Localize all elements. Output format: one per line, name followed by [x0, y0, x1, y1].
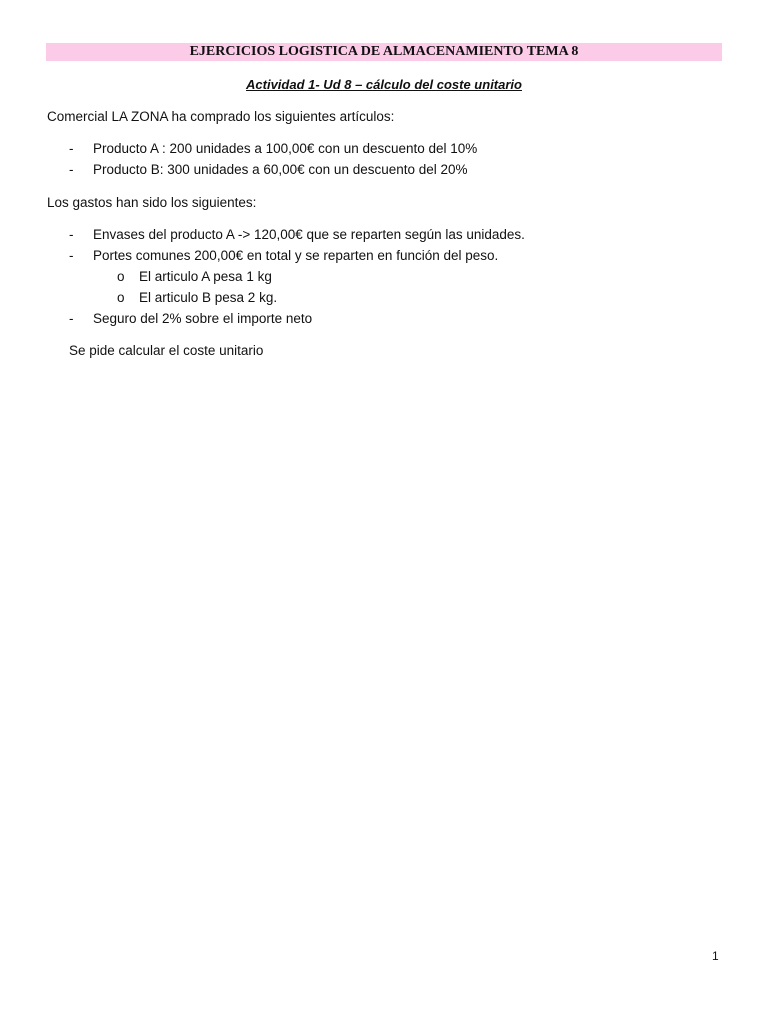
dash-bullet: -: [69, 227, 74, 242]
dash-bullet: -: [69, 311, 74, 326]
circle-bullet: o: [117, 290, 125, 305]
product-a-text: Producto A : 200 unidades a 100,00€ con un descuento del 10%: [93, 141, 478, 156]
weight-list-item: [117, 289, 277, 307]
product-b-text: Producto B: 300 unidades a 60,00€ con un descuento del 20%: [93, 162, 468, 177]
weight-list-item: [117, 268, 272, 286]
page-number: 1: [712, 949, 719, 963]
intro-paragraph: Comercial LA ZONA ha comprado los siguientes artículos:: [47, 109, 395, 124]
product-list-item: [69, 161, 468, 179]
task-statement: Se pide calcular el coste unitario: [69, 343, 264, 358]
expense-list-item: [69, 226, 525, 244]
expense-list-item: [69, 310, 312, 328]
expense-list-item: [69, 247, 498, 265]
weight-a-text: El articulo A pesa 1 kg: [139, 269, 272, 284]
circle-bullet: o: [117, 269, 125, 284]
expense-packaging-text: Envases del producto A -> 120,00€ que se reparten según las unidades.: [93, 227, 525, 242]
dash-bullet: -: [69, 141, 74, 156]
document-title: EJERCICIOS LOGISTICA DE ALMACENAMIENTO TEMA 8: [46, 43, 722, 61]
product-list-item: [69, 140, 477, 158]
dash-bullet: -: [69, 162, 74, 177]
expense-insurance-text: Seguro del 2% sobre el importe neto: [93, 311, 313, 326]
activity-subtitle: Actividad 1- Ud 8 – cálculo del coste unitario: [246, 77, 522, 92]
dash-bullet: -: [69, 248, 74, 263]
weight-b-text: El articulo B pesa 2 kg.: [139, 290, 278, 305]
expense-shipping-text: Portes comunes 200,00€ en total y se reparten en función del peso.: [93, 248, 499, 263]
expenses-intro-paragraph: Los gastos han sido los siguientes:: [47, 195, 257, 210]
